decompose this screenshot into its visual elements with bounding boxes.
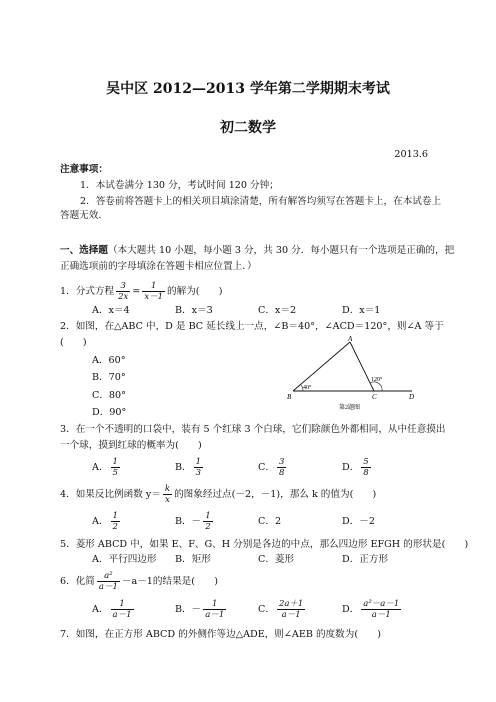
label-d: D: [409, 393, 415, 401]
q5-option-d: D．正方形: [342, 554, 389, 565]
side-ab: [293, 342, 350, 391]
section-1-desc-b: 正确选项前的字母填涂在答题卡相应位置上．）: [60, 261, 257, 272]
q3-option-d: D． $\frac{5}{8}$: [342, 457, 369, 478]
q6-option-a: A． $\frac{1}{a-1}$: [92, 599, 132, 620]
q2-option-c: C．80°: [92, 390, 126, 401]
q4-option-c: C．2: [258, 516, 282, 527]
section-1-desc-a: （本大题共 10 小题，每小题 3 分，共 30 分．每小题只有一个选项是正确的，把: [107, 245, 455, 256]
label-angle-b: 40°: [303, 385, 312, 391]
question-7: 7．如图，在正方形 ABCD 的外侧作等边△ADE，则∠AEB 的度数为( ): [60, 629, 382, 640]
question-6: 6．化简 $\frac{\text{a²}}{a-1}$ －a－1的结果是( ): [60, 571, 218, 592]
q5-option-a: A．平行四边形: [92, 554, 157, 565]
label-a: A: [348, 335, 353, 343]
q1-option-c: C．x＝2: [258, 305, 297, 316]
figure-caption: 第2题图: [339, 405, 361, 411]
q2-triangle-figure: [284, 335, 424, 413]
q4-option-b: B．－ $\frac{1}{2}$: [175, 511, 211, 532]
q5-option-c: C．菱形: [258, 554, 295, 565]
notes-item-2b: 答题无效.: [60, 210, 102, 221]
question-3-line-b: 一个球，摸到红球的概率为( ): [60, 440, 202, 451]
exam-title: 吴中区 2012—2013 学年第二学期期末考试: [106, 81, 390, 97]
q6-option-c: C． $\frac{2a+1}{a-1}$: [258, 599, 304, 620]
q6-option-d: D． $\frac{\text{a²－a－1}}{a-1}$: [342, 599, 400, 620]
q6-fraction: $\frac{\text{a²}}{a-1}$: [98, 571, 118, 592]
label-b: B: [287, 393, 292, 401]
label-angle-c: 120°: [371, 377, 383, 383]
q4-fraction: $\frac{k}{x}$: [164, 484, 171, 505]
q1-fraction-2: $\frac{1}{x-1}$: [144, 281, 164, 302]
question-2-line-a: 2．如图，在△ABC 中，D 是 BC 延长线上一点，∠B＝40°，∠ACD＝120°，则∠A 等于: [60, 321, 444, 332]
q5-option-b: B．矩形: [175, 554, 211, 565]
question-4: 4．如果反比例函数 y＝ $\frac{k}{x}$ 的图象经过点(－2，－1)，那么 k 的值为( ): [60, 484, 377, 505]
section-1-heading-line: [60, 244, 454, 258]
q4-option-a: A． $\frac{1}{2}$: [92, 511, 118, 532]
q2-option-b: B．70°: [92, 372, 126, 383]
q2-option-a: A．60°: [92, 355, 126, 366]
question-5: 5．菱形 ABCD 中，如果 E、F、G、H 分别是各边的中点，那么四边形 EFGH 的形状是( ): [60, 539, 469, 550]
q1-option-b: B．x＝3: [175, 305, 213, 316]
q6-option-b: B．－ $\frac{1}{a-1}$: [175, 599, 225, 620]
q3-option-c: C． $\frac{3}{8}$: [258, 457, 285, 478]
q3-option-b: B． $\frac{1}{3}$: [175, 457, 202, 478]
notes-item-2a: 2．答卷前将答题卡上的相关项目填涂清楚，所有解答均须写在答题卡上，在本试卷上: [80, 196, 442, 207]
exam-date: 2013.6: [394, 149, 428, 160]
q1-option-d: D．x＝1: [342, 305, 381, 316]
notes-heading: 注意事项：: [60, 164, 108, 175]
question-2-line-b: ( ): [60, 337, 87, 348]
q2-option-d: D．90°: [92, 407, 127, 418]
question-3-line-a: 3．在一个不透明的口袋中，装有 5 个红球 3 个白球，它们除颜色外都相同，从中任意摸出: [60, 424, 446, 435]
label-c: C: [372, 393, 377, 401]
side-ac: [350, 342, 374, 391]
notes-item-1: 1．本试卷满分 130 分，考试时间 120 分钟；: [80, 180, 279, 191]
q1-fraction-1: $\frac{3}{2x}$: [118, 281, 129, 302]
q3-option-a: A． $\frac{1}{5}$: [92, 457, 118, 478]
exam-subject: 初二数学: [220, 120, 276, 136]
q1-option-a: A．x＝4: [92, 305, 130, 316]
section-1-heading: 一、选择题: [60, 245, 108, 256]
q4-option-d: D．－2: [342, 516, 375, 527]
question-1: 1．分式方程 $\frac{3}{2x}$ = $\frac{1}{x-1}$ 的解为( ): [60, 281, 223, 302]
q1-prefix: 1．分式方程: [60, 286, 115, 297]
q1-suffix: 的解为( ): [167, 286, 223, 297]
